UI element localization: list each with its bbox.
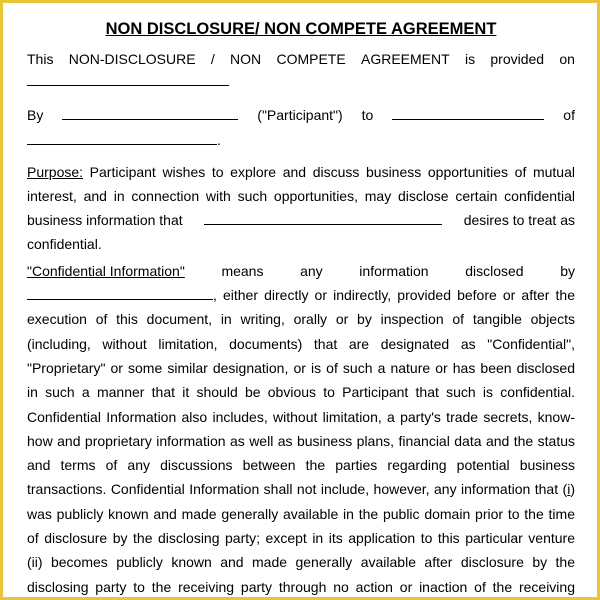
confidential-line: and terms of any discussions between the parties regarding potential business — [27, 457, 575, 474]
confidential-heading: "Confidential Information" — [27, 262, 185, 279]
confidential-line-2 — [27, 283, 575, 307]
confidential-line: transactions. Confidential Information shall not include, however, any information that (i) — [27, 481, 575, 498]
intro-word: on — [559, 51, 575, 67]
disclosing-party-blank[interactable] — [204, 210, 442, 225]
company-blank[interactable] — [62, 105, 238, 120]
confidential-line: in such a manner that it should be obvious to Participant that such is confidential. — [27, 384, 575, 401]
purpose-text: confidential. — [27, 236, 102, 253]
intro-word: COMPETE — [276, 51, 346, 67]
participant-label: ("Participant") — [257, 107, 343, 124]
confidential-line: of disclosure by the disclosing party; except in its application to this particular venture — [27, 530, 575, 547]
purpose-heading: Purpose: — [27, 163, 84, 180]
intro-word: is — [464, 51, 476, 67]
address-blank[interactable] — [27, 130, 217, 145]
intro-line-3 — [27, 103, 575, 127]
intro-line-1 — [27, 47, 575, 71]
intro-line-4 — [27, 128, 575, 158]
document-body — [27, 17, 575, 599]
intro-word: This — [27, 51, 54, 67]
confidential-line: how and proprietary information as well as business plans, financial data and the status — [27, 432, 575, 449]
purpose-text: interest, and in connection with such opportunities, may disclose certain confidential — [27, 187, 575, 204]
purpose-text: Participant wishes to explore and discuss business opportunities of mutual — [83, 163, 575, 180]
confidential-word: any — [300, 262, 323, 279]
purpose-line-3 — [27, 208, 575, 232]
purpose-text: desires to treat as — [463, 212, 575, 229]
period: . — [217, 131, 221, 148]
intro-word: provided — [490, 51, 545, 67]
intro-word: / — [210, 51, 215, 67]
to-label: to — [361, 107, 374, 124]
purpose-text: business information that — [27, 212, 183, 229]
purpose-line-2 — [27, 184, 575, 208]
disclosing-party-blank-2[interactable] — [27, 285, 213, 300]
confidential-line: was publicly known and made generally available in the public domain prior to the time — [27, 505, 575, 522]
confidential-line: "Proprietary" or some similar designation, or is of such a nature or has been disclosed — [27, 359, 575, 376]
confidential-line: disclosing party to the receiving party through no action or inaction of the receiving — [27, 578, 575, 595]
purpose-line-4 — [27, 232, 575, 256]
intro-word: NON-DISCLOSURE — [68, 51, 196, 67]
intro-line-2 — [27, 71, 575, 101]
purpose-line-1 — [27, 160, 575, 184]
confidential-line: execution of this document, in writing, orally or by inspection of tangible objects — [27, 311, 575, 328]
confidential-word: information — [359, 262, 429, 279]
date-blank[interactable] — [27, 71, 229, 86]
confidential-text: , either directly or indirectly, provided before or after the — [213, 287, 575, 304]
document-title: NON DISCLOSURE/ NON COMPETE AGREEMENT — [105, 20, 497, 38]
intro-word: AGREEMENT — [360, 51, 450, 67]
confidential-word: disclosed — [465, 262, 524, 279]
confidential-line-1 — [27, 259, 575, 283]
confidential-line: (including, without limitation, documents) that are designated as "Confidential", — [27, 335, 575, 352]
confidential-line: Confidential Information also includes, without limitation, a party's trade secrets, know- — [27, 408, 575, 425]
of-label: of — [563, 107, 575, 124]
confidential-word: by — [560, 262, 575, 279]
confidential-line: (ii) becomes publicly known and made generally available after disclosure by the — [27, 554, 575, 571]
confidential-word: means — [221, 262, 264, 279]
participant-name-blank[interactable] — [392, 105, 544, 120]
by-label: By — [27, 107, 44, 124]
intro-word: NON — [230, 51, 262, 67]
